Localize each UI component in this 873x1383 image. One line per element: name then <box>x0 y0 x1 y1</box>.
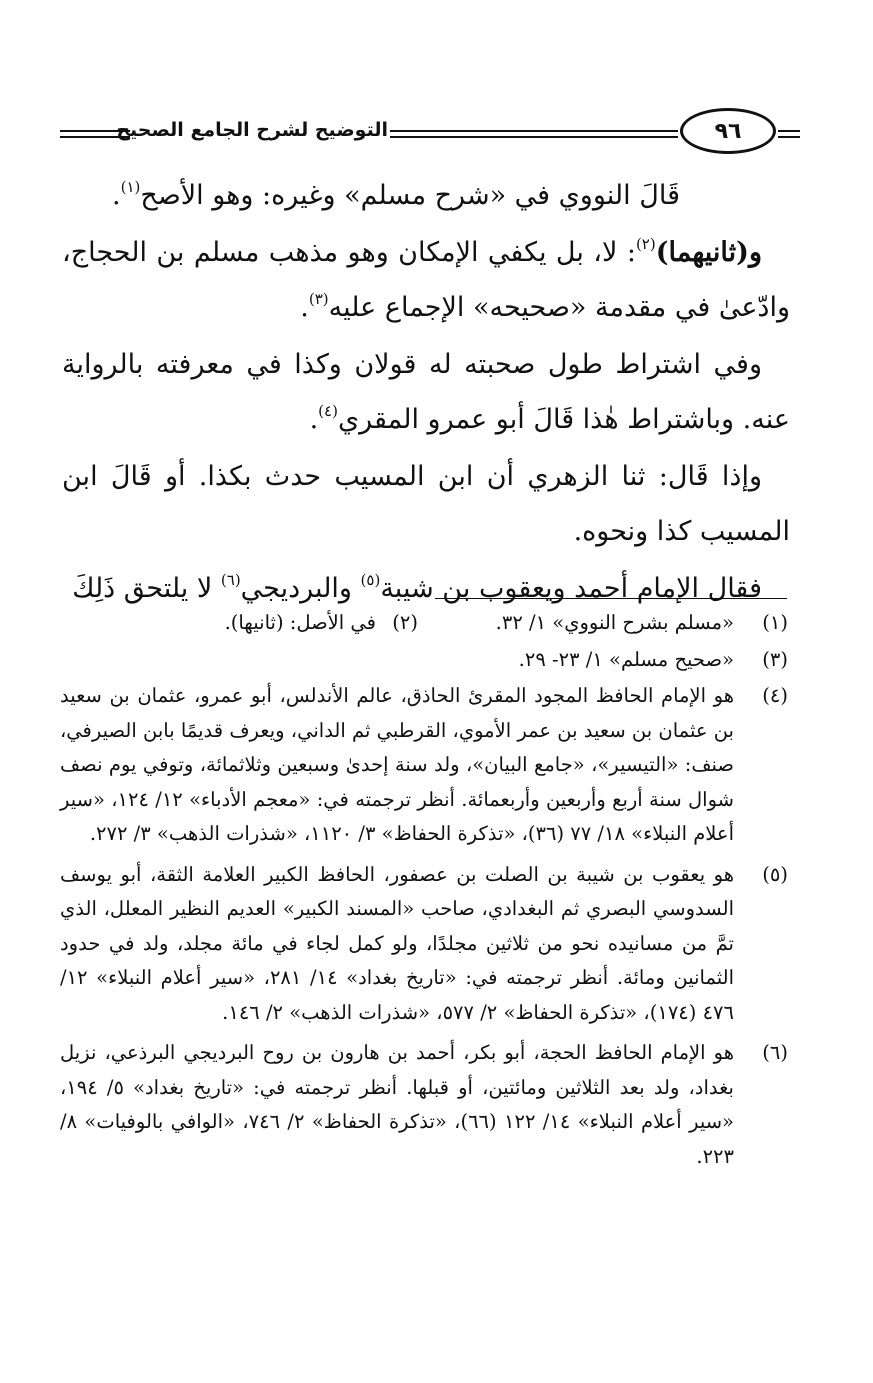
paragraph-1 <box>62 168 790 223</box>
paragraph-end: . <box>112 180 121 211</box>
footnote-number: (٣) <box>762 647 788 671</box>
paragraph-text: : لا، بل يكفي الإمكان وهو مذهب مسلم بن الحجاج، وادّعىٰ في مقدمة «صحيحه» الإجماع عليه <box>62 237 790 323</box>
footnote-number: (٢) <box>392 611 418 634</box>
footnote-text: هو يعقوب بن شيبة بن الصلت بن عصفور، الحافظ الكبير العلامة الثقة، أبو يوسف السدوسي البصري ثم البغدادي، صاحب «المسند الكبير» العديم النظير المعلل، الذي تمَّ من مسانيده نحو من ثلاثين مجلدًا، ولو كمل لجاء في مائة مجلد، ولد في حدود الثمانين ومائة. أنظر ترجمته في: «تاريخ بغداد» ١٤/ ٢٨١، «سير أعلام النبلاء» ١٢/ ٤٧٦ (١٧٤)، «تذكرة الحفاظ» ٢/ ٥٧٧، «شذرات الذهب» ٢/ ١٤٦. <box>60 862 734 1024</box>
footnote-text: هو الإمام الحافظ الحجة، أبو بكر، أحمد بن هارون بن روح البرديجي البرذعي، نزيل بغداد، ولد بعد الثلاثين ومائتين، أو قبلها. أنظر ترجمته في: «تاريخ بغداد» ٥/ ١٩٤، «سير أعلام النبلاء» ١٤/ ١٢٢ (٦٦)، «تذكرة الحفاظ» ٢/ ٧٤٦، «الوافي بالوفيات» ٨/ ٢٢٣. <box>60 1041 734 1168</box>
footnote-number: (٤) <box>762 684 788 707</box>
footnote-number: (٦) <box>762 1041 788 1064</box>
footnote-1 <box>422 606 792 641</box>
running-title: التوضيح لشرح الجامع الصحيح <box>116 119 388 141</box>
footnote-5 <box>60 858 792 1031</box>
header-rule <box>390 136 678 138</box>
footnote-text: هو الإمام الحافظ المجود المقرئ الحاذق، عالم الأندلس، أبو عمرو، عثمان بن سعيد بن عثمان بن سعيد بن عمر الأموي، القرطبي ثم الداني، ويعرف قديمًا بابن الصيرفي، صنف: «التيسير»، «جامع البيان»، ولد سنة إحدىٰ وسبعين وثلاثمائة، وتوفي يوم نصف شوال سنة أربع وأربعين وأربعمائة. أنظر ترجمته في: «معجم الأدباء» ١٢/ ١٢٤، «سير أعلام النبلاء» ١٨/ ٧٧ (٣٦)، «تذكرة الحفاظ» ٣/ ١١٢٠، «شذرات الذهب» ٣/ ٢٧٢. <box>60 684 734 845</box>
footnote-text: «مسلم بشرح النووي» ١/ ٣٢. <box>495 611 734 634</box>
footnote-ref: (٢) <box>635 235 656 253</box>
paragraph-text: لا يلتحق ذَلِكَ <box>72 573 221 604</box>
paragraph-2 <box>62 225 790 335</box>
bold-term: و(ثانيهما) <box>655 237 762 268</box>
footnote-ref: (١) <box>120 178 141 196</box>
footnote-divider <box>435 598 787 599</box>
footnote-ref: (٣) <box>308 290 329 308</box>
paragraph-text: فقال الإمام أحمد ويعقوب بن شيبة <box>380 573 762 604</box>
paragraph-end: . <box>309 404 319 435</box>
footnote-6 <box>60 1036 792 1174</box>
footnote-text: «صحيح مسلم» ١/ ٢٣- ٢٩. <box>518 647 734 671</box>
footnote-row <box>60 606 792 641</box>
paragraph-3 <box>62 337 790 447</box>
page-header <box>60 108 800 158</box>
footnote-ref: (٤) <box>318 402 338 420</box>
header-rule <box>778 136 800 138</box>
header-rule <box>390 130 678 132</box>
footnotes <box>60 606 792 1174</box>
footnote-3 <box>60 643 792 678</box>
footnote-2 <box>60 606 422 641</box>
page-number: ٩٦ <box>680 108 776 154</box>
paragraph-text: وإذا قَال: ثنا الزهري أن ابن المسيب حدث بكذا. أو قَالَ ابن المسيب كذا ونحوه. <box>62 461 790 547</box>
footnote-4 <box>60 679 792 852</box>
paragraph-text: قَالَ النووي في «شرح مسلم» وغيره: وهو الأصح <box>140 180 680 211</box>
footnote-ref: (٦) <box>220 571 241 589</box>
paragraph-text: والبرديجي <box>240 573 361 604</box>
footnote-text: في الأصل: (ثانيها). <box>224 611 376 634</box>
paragraph-4 <box>62 449 790 559</box>
header-rule <box>778 130 800 132</box>
paragraph-end: . <box>300 292 309 323</box>
paragraph-text: وفي اشتراط طول صحبته له قولان وكذا في معرفته بالرواية عنه. وباشتراط هٰذا قَالَ أبو عمرو المقري <box>62 349 790 435</box>
footnote-number: (١) <box>762 611 788 634</box>
main-text <box>62 168 790 616</box>
footnote-number: (٥) <box>762 862 788 886</box>
footnote-ref: (٥) <box>360 571 381 589</box>
